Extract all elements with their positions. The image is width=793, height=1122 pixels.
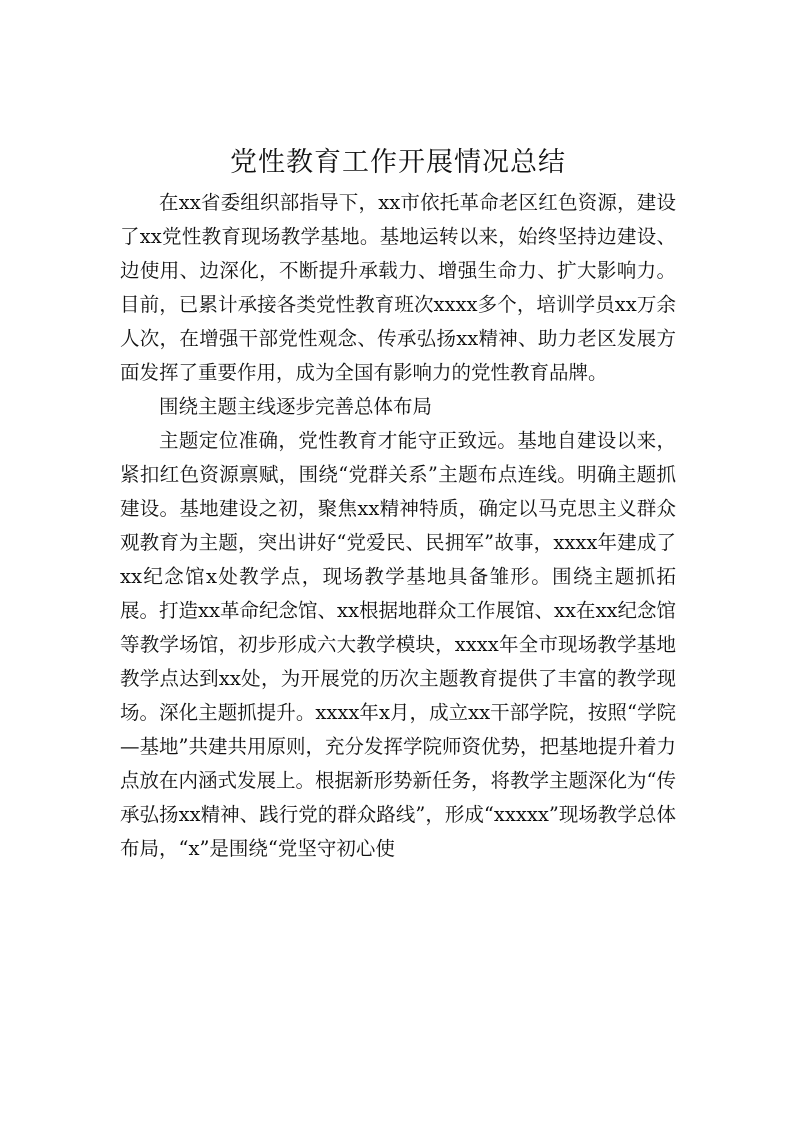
document-body <box>120 140 676 1002</box>
section-heading: 围绕主题主线逐步完善总体布局 <box>159 395 433 418</box>
intro-paragraph: 在xx省委组织部指导下，xx市依托革命老区红色资源，建设了xx党性教育现场教学基地。基地运转以来，始终坚持边建设、边使用、边深化，不断提升承载力、增强生命力、扩大影响力。目前，已累计承接各类党性教育班次xxxx多个，培训学员xx万余人次，在增强干部党性观念、传承弘扬xx精神、助力老区发展方面发挥了重要作用，成为全国有影响力的党性教育品牌。 <box>120 191 676 384</box>
document-title: 党性教育工作开展情况总结 <box>230 147 566 178</box>
section-paragraph: 主题定位准确，党性教育才能守正致远。基地自建设以来，紧扣红色资源禀赋，围绕“党群关系”主题布点连线。明确主题抓建设。基地建设之初，聚焦xx精神特质，确定以马克思主义群众观教育为主题，突出讲好“党爱民、民拥军”故事，xxxx年建成了xx纪念馆x处教学点，现场教学基地具备雏形。围绕主题抓拓展。打造xx革命纪念馆、xx根据地群众工作展馆、xx在xx纪念馆等教学场馆，初步形成六大教学模块，xxxx年全市现场教学基地教学点达到xx处，为开展党的历次主题教育提供了丰富的教学现场。深化主题抓提升。xxxx年x月，成立xx干部学院，按照“学院—基地”共建共用原则，充分发挥学院师资优势，把基地提升着力点放在内涵式发展上。根据新形势新任务，将教学主题深化为“传承弘扬xx精神、践行党的群众路线”，形成“xxxxx”现场教学总体布局，“x”是围绕“党坚守初心使 <box>120 429 676 860</box>
